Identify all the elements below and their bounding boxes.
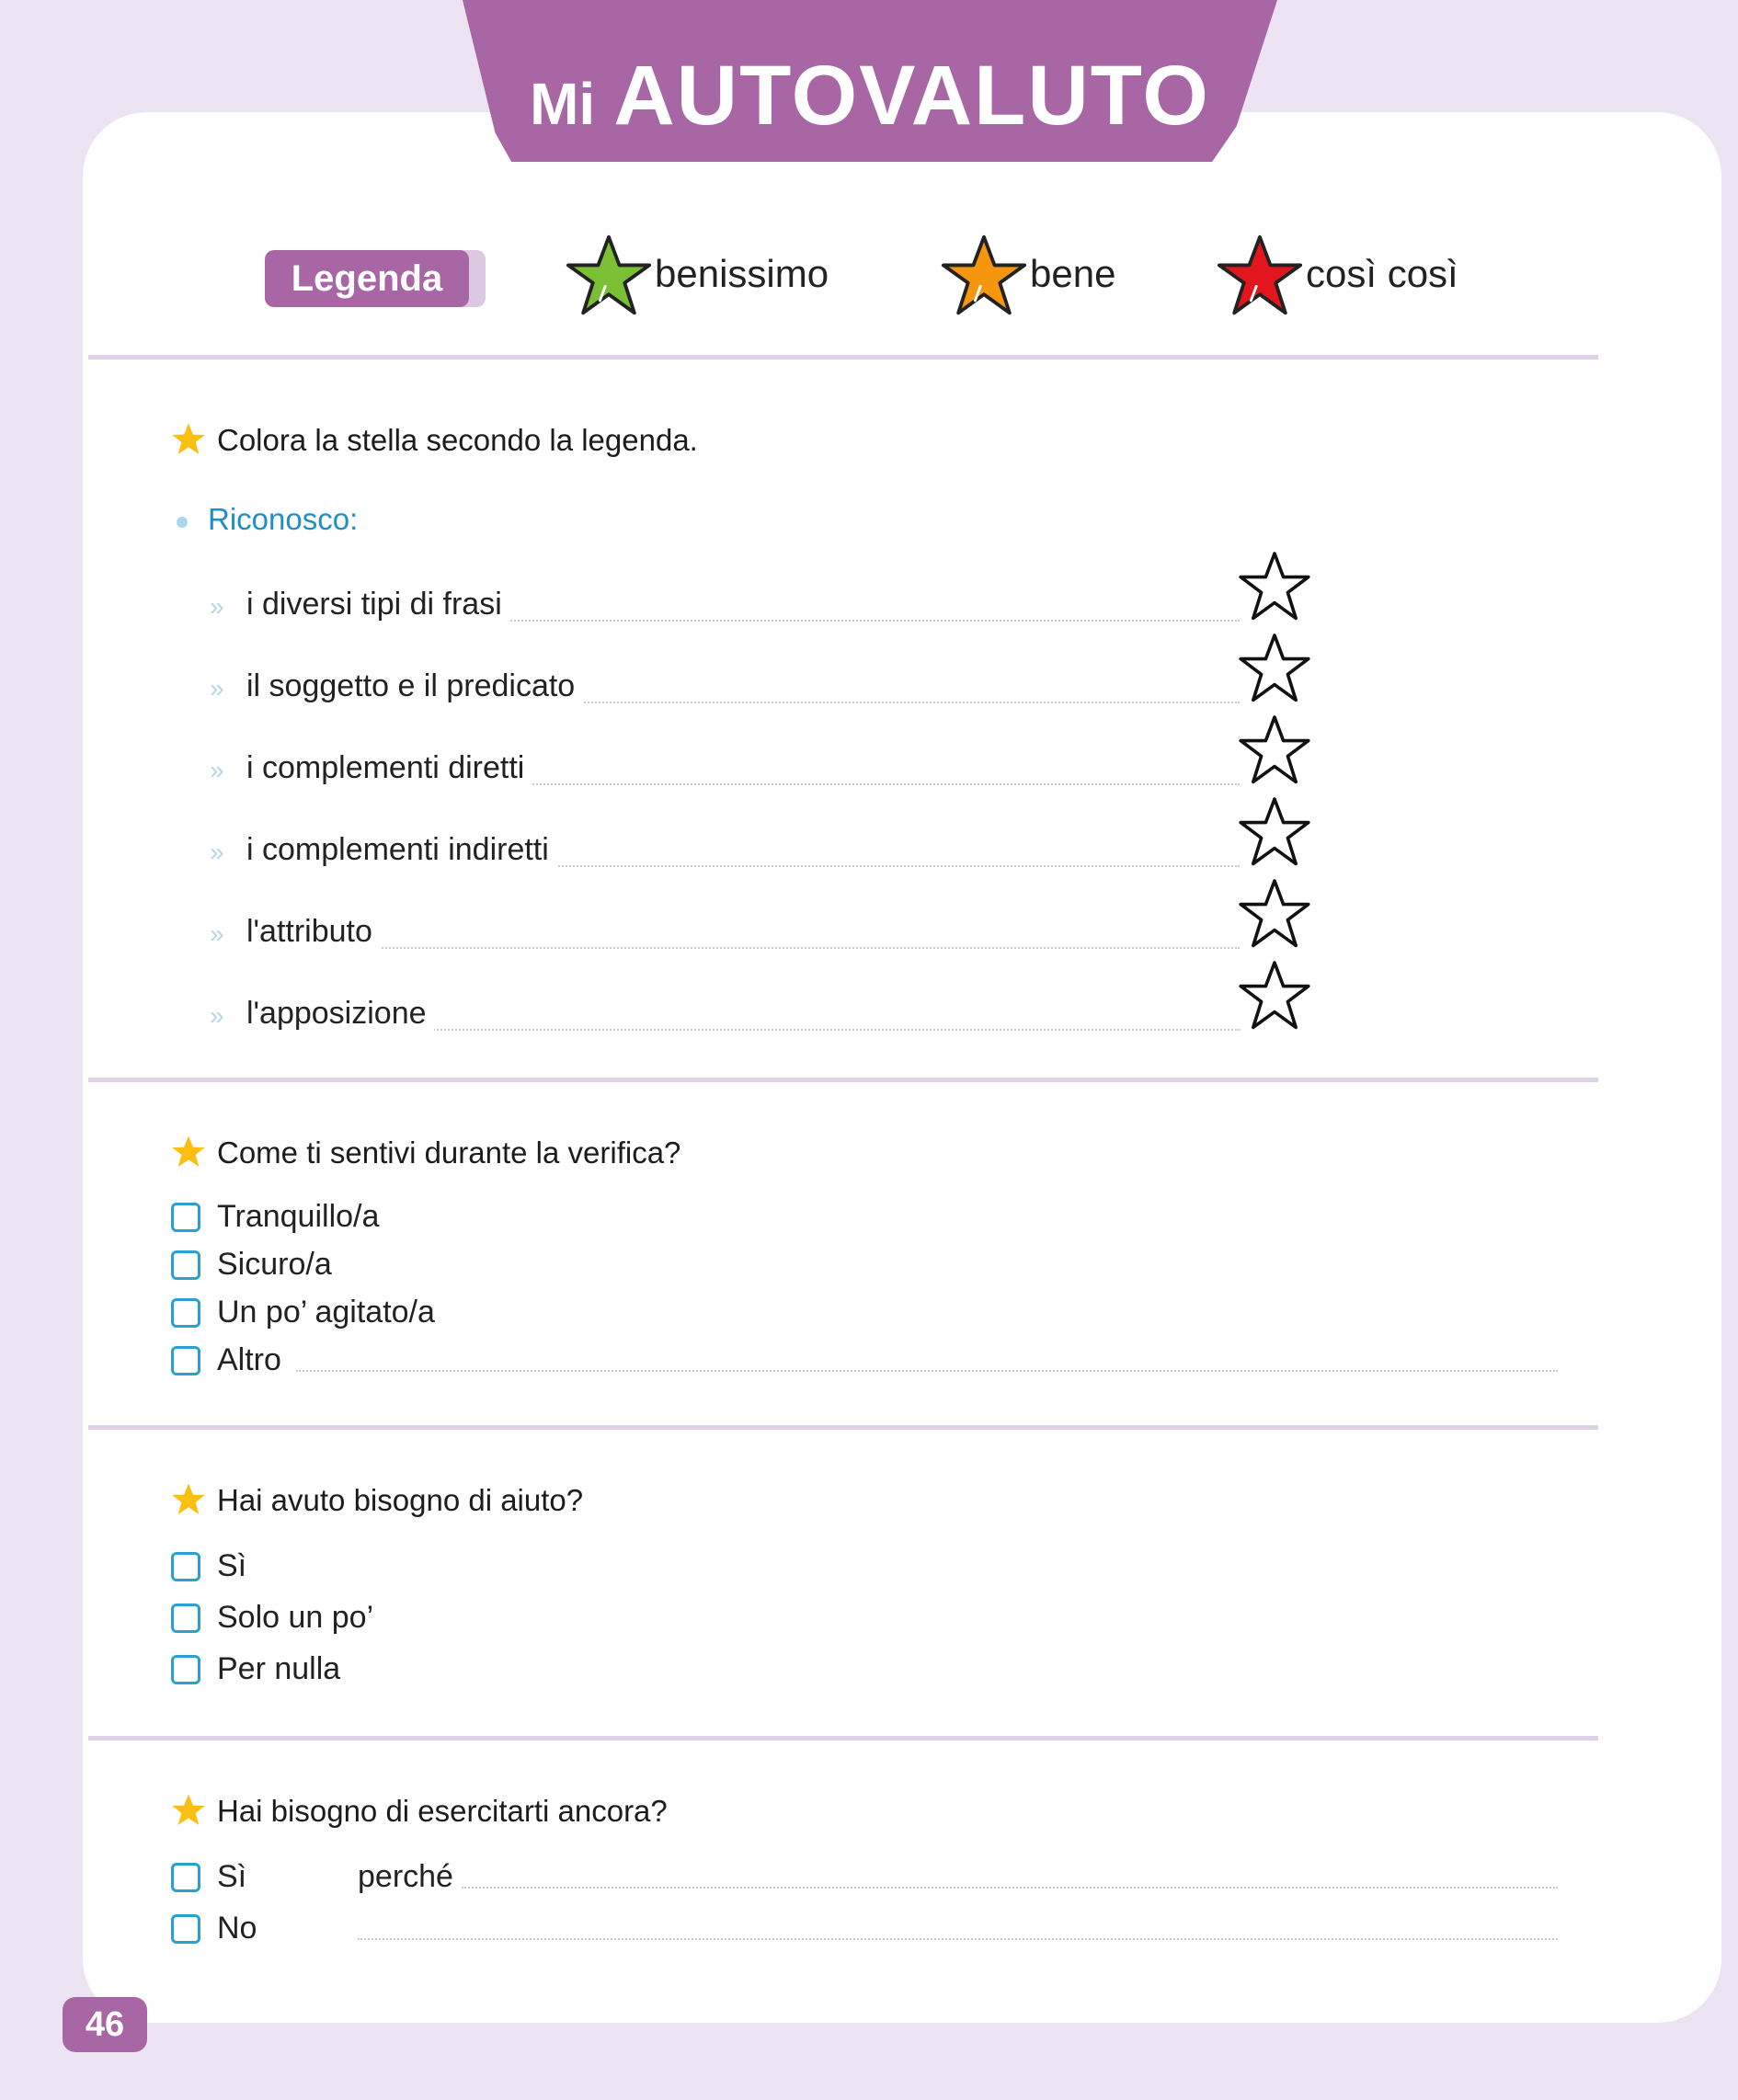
divider <box>88 1078 1598 1082</box>
checkbox[interactable] <box>171 1203 200 1232</box>
question-sentivi: Come ti sentivi durante la verifica? <box>217 1136 681 1170</box>
page-title <box>463 48 1277 144</box>
list-item: » l'attributo <box>210 912 1240 958</box>
legend-label: così così <box>1306 252 1458 295</box>
question-star-icon <box>171 1135 206 1170</box>
rating-star-icon[interactable] <box>1236 713 1313 787</box>
subheading-riconosco: Riconosco: <box>208 502 359 536</box>
title-small: Mi <box>530 71 596 137</box>
legend-tag <box>265 250 486 307</box>
divider <box>88 1425 1598 1430</box>
divider <box>88 355 1598 360</box>
page-number: 46 <box>63 1997 147 2052</box>
question-esercitarti: Hai bisogno di esercitarti ancora? <box>217 1794 668 1828</box>
list-item: » i complementi indiretti <box>210 830 1240 876</box>
write-line-reason[interactable] <box>462 1887 1558 1889</box>
bullet-dot <box>177 517 188 528</box>
list-item: » i diversi tipi di frasi <box>210 585 1240 631</box>
rating-star-icon[interactable] <box>1236 959 1313 1033</box>
rating-star-icon[interactable] <box>1236 550 1313 623</box>
green-star-icon <box>565 232 653 320</box>
checkbox[interactable] <box>171 1914 200 1944</box>
reason-label: perché <box>358 1859 453 1894</box>
list-item: » i complementi diretti <box>210 748 1240 794</box>
write-line-reason-2[interactable] <box>358 1938 1558 1940</box>
question-colora: Colora la stella secondo la legenda. <box>217 423 698 457</box>
checkbox[interactable] <box>171 1346 200 1375</box>
rating-star-icon[interactable] <box>1236 877 1313 951</box>
checkbox[interactable] <box>171 1250 200 1280</box>
legend-tag-label: Legenda <box>265 250 469 307</box>
question-aiuto: Hai avuto bisogno di aiuto? <box>217 1483 584 1517</box>
checkbox[interactable] <box>171 1655 200 1684</box>
red-star-icon <box>1216 232 1304 320</box>
orange-star-icon <box>940 232 1028 320</box>
question-star-icon <box>171 1482 206 1517</box>
rating-star-icon[interactable] <box>1236 795 1313 869</box>
question-star-icon <box>171 422 206 457</box>
divider <box>88 1736 1598 1740</box>
checkbox[interactable] <box>171 1604 200 1633</box>
question-star-icon <box>171 1793 206 1828</box>
checkbox[interactable] <box>171 1552 200 1581</box>
checkbox[interactable] <box>171 1298 200 1328</box>
list-item: » il soggetto e il predicato <box>210 667 1240 713</box>
legend-label: bene <box>1030 252 1116 295</box>
title-big: AUTOVALUTO <box>613 49 1210 143</box>
checkbox[interactable] <box>171 1863 200 1892</box>
legend-label: benissimo <box>655 252 829 295</box>
write-line-altro[interactable] <box>296 1370 1558 1372</box>
rating-star-icon[interactable] <box>1236 632 1313 705</box>
list-item: » l'apposizione <box>210 994 1240 1040</box>
